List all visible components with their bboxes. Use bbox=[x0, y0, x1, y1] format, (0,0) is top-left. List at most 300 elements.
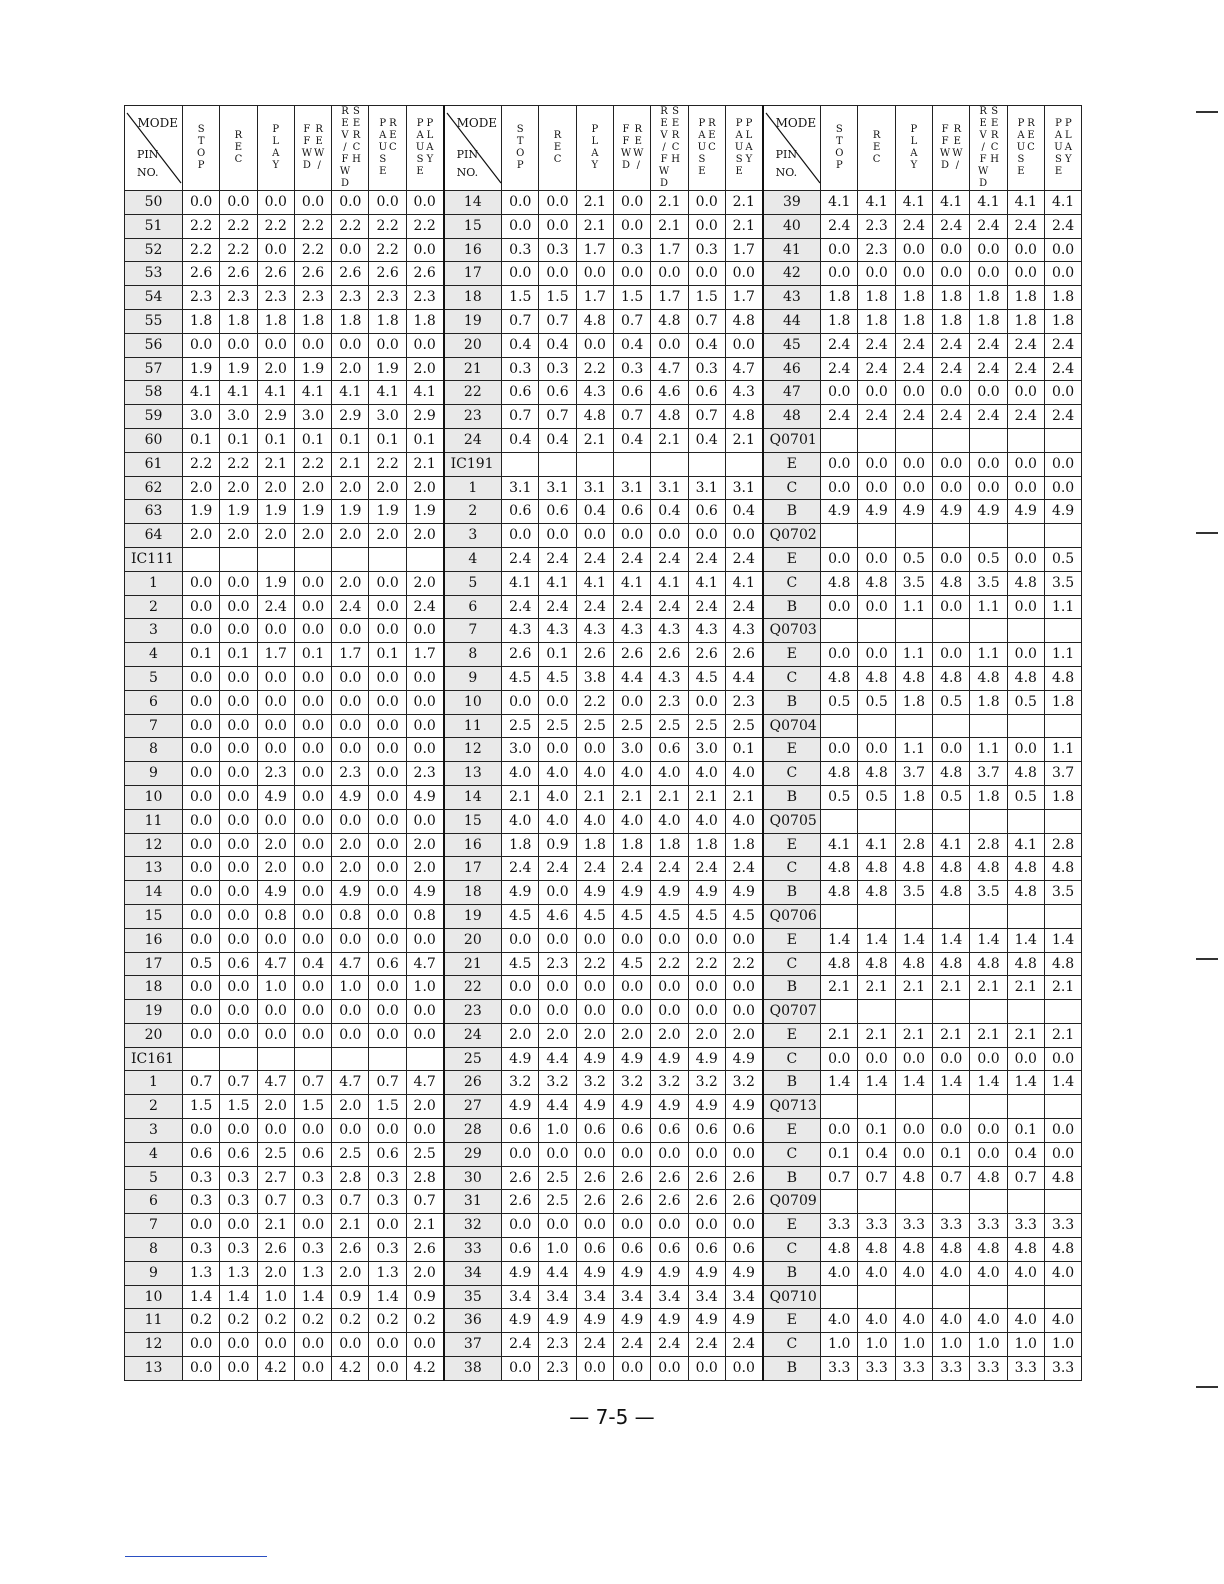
voltage-value: 4.0 bbox=[502, 762, 539, 786]
voltage-value: 0.0 bbox=[858, 1047, 895, 1071]
voltage-value: 2.1 bbox=[858, 1023, 895, 1047]
pin-number: E bbox=[763, 1309, 821, 1333]
voltage-value: 0.0 bbox=[369, 785, 406, 809]
pin-number: C bbox=[763, 1142, 821, 1166]
pin-number: 9 bbox=[444, 666, 502, 690]
voltage-value: 0.0 bbox=[220, 619, 257, 643]
voltage-value: 0.0 bbox=[576, 1214, 613, 1238]
pin-number: 4 bbox=[125, 1142, 183, 1166]
voltage-value bbox=[821, 1000, 858, 1024]
voltage-value: 0.0 bbox=[257, 1023, 294, 1047]
voltage-value: 2.5 bbox=[257, 1142, 294, 1166]
voltage-value: 1.0 bbox=[332, 976, 369, 1000]
voltage-value: 2.2 bbox=[369, 214, 406, 238]
voltage-value: 0.1 bbox=[933, 1142, 970, 1166]
voltage-value: 2.6 bbox=[651, 643, 688, 667]
voltage-value: 4.1 bbox=[220, 381, 257, 405]
voltage-value: 0.0 bbox=[539, 262, 576, 286]
voltage-value: 4.9 bbox=[688, 1047, 725, 1071]
voltage-value: 0.0 bbox=[858, 381, 895, 405]
voltage-value: 0.6 bbox=[539, 381, 576, 405]
voltage-value: 2.0 bbox=[369, 524, 406, 548]
voltage-value: 0.0 bbox=[406, 191, 443, 215]
voltage-value: 1.9 bbox=[183, 500, 220, 524]
voltage-value: 0.0 bbox=[294, 762, 331, 786]
voltage-value: 0.7 bbox=[933, 1166, 970, 1190]
pin-number: 9 bbox=[125, 1261, 183, 1285]
voltage-value bbox=[1044, 1095, 1081, 1119]
voltage-value: 2.4 bbox=[688, 595, 725, 619]
voltage-value: 0.0 bbox=[183, 690, 220, 714]
mode-column-header bbox=[651, 106, 688, 191]
voltage-value: 0.0 bbox=[257, 1119, 294, 1143]
voltage-value: 0.0 bbox=[688, 690, 725, 714]
voltage-value: 0.0 bbox=[502, 524, 539, 548]
voltage-value: 0.0 bbox=[688, 214, 725, 238]
voltage-value: 1.8 bbox=[1044, 690, 1081, 714]
pin-number: 14 bbox=[444, 785, 502, 809]
voltage-value: 4.0 bbox=[725, 809, 762, 833]
voltage-value: 4.3 bbox=[613, 619, 650, 643]
voltage-value: 0.0 bbox=[220, 1214, 257, 1238]
voltage-value: 1.8 bbox=[895, 309, 932, 333]
voltage-value: 2.4 bbox=[688, 1333, 725, 1357]
voltage-value: 2.4 bbox=[895, 214, 932, 238]
voltage-value: 2.4 bbox=[576, 595, 613, 619]
voltage-value: 2.0 bbox=[294, 524, 331, 548]
mode-label-text: R E C bbox=[872, 130, 881, 165]
voltage-value: 4.8 bbox=[970, 952, 1007, 976]
pin-number: 28 bbox=[444, 1119, 502, 1143]
voltage-value bbox=[257, 547, 294, 571]
voltage-value: 0.1 bbox=[1007, 1119, 1044, 1143]
voltage-value: 1.8 bbox=[1044, 286, 1081, 310]
voltage-value: 0.0 bbox=[257, 191, 294, 215]
voltage-value: 2.6 bbox=[502, 1190, 539, 1214]
voltage-value: 2.1 bbox=[1007, 1023, 1044, 1047]
voltage-value: 3.5 bbox=[1044, 571, 1081, 595]
voltage-value: 0.0 bbox=[294, 809, 331, 833]
pin-number: 46 bbox=[763, 357, 821, 381]
voltage-value: 0.6 bbox=[369, 1142, 406, 1166]
voltage-value: 2.3 bbox=[257, 762, 294, 786]
voltage-value: 1.8 bbox=[688, 833, 725, 857]
voltage-value: 2.4 bbox=[970, 357, 1007, 381]
table-row bbox=[125, 1261, 1082, 1285]
pin-number: 35 bbox=[444, 1285, 502, 1309]
voltage-value: 3.7 bbox=[970, 762, 1007, 786]
voltage-value: 2.1 bbox=[502, 785, 539, 809]
voltage-value: 1.8 bbox=[1007, 286, 1044, 310]
voltage-value: 4.3 bbox=[576, 381, 613, 405]
voltage-value: 0.0 bbox=[539, 738, 576, 762]
voltage-value: 2.1 bbox=[576, 191, 613, 215]
voltage-value: 2.0 bbox=[613, 1023, 650, 1047]
voltage-value: 2.2 bbox=[369, 238, 406, 262]
pin-number: E bbox=[763, 1119, 821, 1143]
voltage-value: 3.5 bbox=[895, 881, 932, 905]
voltage-value: 0.0 bbox=[332, 238, 369, 262]
pin-number: B bbox=[763, 785, 821, 809]
voltage-value: 1.4 bbox=[183, 1285, 220, 1309]
voltage-value bbox=[257, 1047, 294, 1071]
voltage-value: 0.0 bbox=[369, 714, 406, 738]
voltage-value: 0.0 bbox=[1007, 452, 1044, 476]
pin-number: 55 bbox=[125, 309, 183, 333]
table-row bbox=[125, 571, 1082, 595]
voltage-value bbox=[970, 428, 1007, 452]
voltage-value: 0.0 bbox=[220, 904, 257, 928]
voltage-value: 4.0 bbox=[539, 809, 576, 833]
voltage-value: 4.9 bbox=[895, 500, 932, 524]
voltage-value: 3.1 bbox=[502, 476, 539, 500]
table-row bbox=[125, 595, 1082, 619]
voltage-value: 0.0 bbox=[502, 262, 539, 286]
header-row bbox=[125, 106, 1082, 191]
voltage-value: 0.0 bbox=[406, 809, 443, 833]
voltage-value: 4.8 bbox=[858, 952, 895, 976]
voltage-value: 4.9 bbox=[651, 1047, 688, 1071]
component-label: IC161 bbox=[125, 1047, 183, 1071]
voltage-value: 0.0 bbox=[220, 976, 257, 1000]
voltage-value: 0.1 bbox=[406, 428, 443, 452]
pin-number: 24 bbox=[444, 1023, 502, 1047]
voltage-value: 4.0 bbox=[970, 1309, 1007, 1333]
voltage-value: 4.5 bbox=[502, 904, 539, 928]
pin-number: C bbox=[763, 571, 821, 595]
voltage-value: 1.4 bbox=[821, 928, 858, 952]
voltage-value: 2.6 bbox=[613, 643, 650, 667]
pin-number: C bbox=[763, 762, 821, 786]
voltage-value: 0.6 bbox=[539, 500, 576, 524]
voltage-value: 3.2 bbox=[613, 1071, 650, 1095]
voltage-value: 0.0 bbox=[651, 1214, 688, 1238]
voltage-value bbox=[1007, 714, 1044, 738]
voltage-value: 0.0 bbox=[613, 1214, 650, 1238]
mode-column-header bbox=[332, 106, 369, 191]
voltage-value: 2.0 bbox=[369, 476, 406, 500]
voltage-value: 1.5 bbox=[294, 1095, 331, 1119]
voltage-value: 1.9 bbox=[406, 500, 443, 524]
pin-number: 2 bbox=[125, 1095, 183, 1119]
voltage-value: 1.4 bbox=[858, 928, 895, 952]
pin-number: 2 bbox=[444, 500, 502, 524]
voltage-value bbox=[1007, 619, 1044, 643]
voltage-value bbox=[858, 1095, 895, 1119]
voltage-value: 0.0 bbox=[688, 928, 725, 952]
voltage-value: 2.2 bbox=[183, 238, 220, 262]
voltage-value: 2.2 bbox=[294, 214, 331, 238]
voltage-value: 0.0 bbox=[539, 928, 576, 952]
voltage-value: 0.0 bbox=[406, 619, 443, 643]
voltage-value: 0.0 bbox=[332, 928, 369, 952]
voltage-value: 4.8 bbox=[858, 1238, 895, 1262]
voltage-value: 3.5 bbox=[895, 571, 932, 595]
mode-column-header bbox=[895, 106, 932, 191]
voltage-value: 4.1 bbox=[369, 381, 406, 405]
table-row bbox=[125, 1238, 1082, 1262]
voltage-value: 2.4 bbox=[821, 405, 858, 429]
voltage-value: 0.0 bbox=[651, 976, 688, 1000]
voltage-value: 1.0 bbox=[821, 1333, 858, 1357]
pin-number: 8 bbox=[444, 643, 502, 667]
pin-number: 52 bbox=[125, 238, 183, 262]
voltage-value: 2.2 bbox=[576, 357, 613, 381]
voltage-value bbox=[1007, 1190, 1044, 1214]
pin-number: 26 bbox=[444, 1071, 502, 1095]
voltage-value: 0.3 bbox=[502, 357, 539, 381]
voltage-value: 0.6 bbox=[220, 952, 257, 976]
voltage-value: 2.0 bbox=[257, 833, 294, 857]
voltage-value: 0.6 bbox=[688, 1119, 725, 1143]
voltage-value: 0.0 bbox=[220, 738, 257, 762]
voltage-value: 0.2 bbox=[332, 1309, 369, 1333]
voltage-value: 0.3 bbox=[688, 357, 725, 381]
pin-number: 1 bbox=[444, 476, 502, 500]
voltage-value: 0.0 bbox=[688, 1000, 725, 1024]
voltage-value: 0.0 bbox=[332, 690, 369, 714]
voltage-value: 0.3 bbox=[539, 357, 576, 381]
voltage-value: 0.5 bbox=[821, 785, 858, 809]
voltage-value: 0.6 bbox=[651, 1119, 688, 1143]
voltage-value: 0.6 bbox=[294, 1142, 331, 1166]
mode-column-header bbox=[613, 106, 650, 191]
voltage-value: 1.4 bbox=[895, 1071, 932, 1095]
voltage-value: 0.9 bbox=[332, 1285, 369, 1309]
pin-number: 15 bbox=[444, 809, 502, 833]
voltage-value: 0.0 bbox=[502, 214, 539, 238]
voltage-value: 3.0 bbox=[183, 405, 220, 429]
voltage-value bbox=[821, 904, 858, 928]
pin-number: 6 bbox=[125, 690, 183, 714]
voltage-value: 1.8 bbox=[895, 286, 932, 310]
voltage-value: 4.9 bbox=[613, 1047, 650, 1071]
voltage-table bbox=[124, 105, 1082, 1381]
voltage-value: 2.1 bbox=[858, 976, 895, 1000]
voltage-value: 0.0 bbox=[369, 857, 406, 881]
mode-label-text: R E V / F W D bbox=[977, 106, 989, 189]
voltage-value bbox=[858, 1190, 895, 1214]
pin-number: 31 bbox=[444, 1190, 502, 1214]
voltage-value bbox=[933, 1285, 970, 1309]
voltage-value: 0.0 bbox=[220, 1333, 257, 1357]
pin-number: 11 bbox=[125, 809, 183, 833]
voltage-value: 4.9 bbox=[406, 785, 443, 809]
voltage-value: 0.0 bbox=[332, 619, 369, 643]
voltage-value: 2.6 bbox=[369, 262, 406, 286]
voltage-value: 4.7 bbox=[332, 1071, 369, 1095]
pin-number: C bbox=[763, 952, 821, 976]
voltage-value: 2.0 bbox=[406, 857, 443, 881]
voltage-value: 4.9 bbox=[502, 1047, 539, 1071]
voltage-value: 0.0 bbox=[539, 881, 576, 905]
voltage-value: 0.0 bbox=[895, 476, 932, 500]
voltage-value: 0.0 bbox=[369, 762, 406, 786]
voltage-value bbox=[933, 809, 970, 833]
no-label: NO. bbox=[775, 166, 798, 179]
mode-column-header bbox=[725, 106, 762, 191]
voltage-value: 4.8 bbox=[970, 1238, 1007, 1262]
voltage-value: 2.2 bbox=[406, 214, 443, 238]
voltage-value: 0.0 bbox=[332, 1333, 369, 1357]
voltage-value: 4.3 bbox=[688, 619, 725, 643]
voltage-value: 2.6 bbox=[688, 643, 725, 667]
voltage-value: 0.0 bbox=[294, 690, 331, 714]
voltage-value bbox=[858, 904, 895, 928]
voltage-value: 1.1 bbox=[895, 643, 932, 667]
voltage-value: 0.0 bbox=[220, 833, 257, 857]
voltage-value: 0.0 bbox=[613, 928, 650, 952]
mode-label-text: P L A Y bbox=[910, 124, 918, 171]
voltage-value: 4.1 bbox=[257, 381, 294, 405]
pin-number: 19 bbox=[125, 1000, 183, 1024]
voltage-value: 0.0 bbox=[821, 738, 858, 762]
voltage-value: 0.0 bbox=[369, 333, 406, 357]
mode-label-text: P A U S E bbox=[1016, 118, 1026, 177]
table-row bbox=[125, 785, 1082, 809]
mode-column-header bbox=[183, 106, 220, 191]
pin-number: 14 bbox=[125, 881, 183, 905]
voltage-value bbox=[933, 524, 970, 548]
voltage-value: 3.0 bbox=[688, 738, 725, 762]
voltage-value: 2.2 bbox=[294, 238, 331, 262]
voltage-value: 2.5 bbox=[539, 714, 576, 738]
table-row bbox=[125, 286, 1082, 310]
voltage-value: 2.3 bbox=[406, 762, 443, 786]
mode-label-text: P A U S E bbox=[734, 118, 744, 177]
voltage-value: 4.9 bbox=[725, 1047, 762, 1071]
pin-number: 21 bbox=[444, 952, 502, 976]
pin-number: 1 bbox=[125, 571, 183, 595]
voltage-value: 0.4 bbox=[725, 500, 762, 524]
pin-number: 2 bbox=[125, 595, 183, 619]
voltage-value: 0.9 bbox=[539, 833, 576, 857]
voltage-value: 4.5 bbox=[651, 904, 688, 928]
voltage-value: 0.4 bbox=[688, 428, 725, 452]
voltage-value: 0.7 bbox=[183, 1071, 220, 1095]
pin-number: E bbox=[763, 928, 821, 952]
voltage-value bbox=[970, 524, 1007, 548]
voltage-value bbox=[1044, 524, 1081, 548]
pin-number: 21 bbox=[444, 357, 502, 381]
mode-label-text: F F W D bbox=[939, 124, 951, 171]
voltage-value: 4.8 bbox=[1044, 952, 1081, 976]
mode-pin-corner bbox=[125, 106, 183, 191]
voltage-value: 4.3 bbox=[576, 619, 613, 643]
voltage-value: 4.0 bbox=[858, 1309, 895, 1333]
voltage-value: 2.0 bbox=[406, 1095, 443, 1119]
voltage-value: 0.0 bbox=[576, 333, 613, 357]
voltage-value: 0.0 bbox=[406, 714, 443, 738]
pin-number: 15 bbox=[125, 904, 183, 928]
voltage-value: 2.2 bbox=[651, 952, 688, 976]
voltage-value: 4.8 bbox=[1044, 666, 1081, 690]
voltage-value: 0.0 bbox=[613, 1142, 650, 1166]
voltage-value: 2.3 bbox=[406, 286, 443, 310]
voltage-value: 4.3 bbox=[725, 619, 762, 643]
voltage-value: 1.8 bbox=[895, 785, 932, 809]
voltage-value: 0.0 bbox=[970, 476, 1007, 500]
voltage-value: 2.2 bbox=[294, 452, 331, 476]
voltage-value: 3.0 bbox=[220, 405, 257, 429]
voltage-value: 3.0 bbox=[502, 738, 539, 762]
voltage-value: 2.4 bbox=[821, 333, 858, 357]
voltage-value: 2.4 bbox=[933, 214, 970, 238]
pin-number: 10 bbox=[125, 1285, 183, 1309]
voltage-value: 2.4 bbox=[613, 1333, 650, 1357]
voltage-value: 4.1 bbox=[502, 571, 539, 595]
pin-number: 33 bbox=[444, 1238, 502, 1262]
pin-number: 47 bbox=[763, 381, 821, 405]
voltage-value: 4.8 bbox=[821, 952, 858, 976]
voltage-value: 0.0 bbox=[332, 333, 369, 357]
voltage-value: 2.9 bbox=[332, 405, 369, 429]
voltage-value: 0.0 bbox=[725, 333, 762, 357]
mode-label-text: R E C bbox=[1027, 118, 1035, 153]
voltage-value: 0.0 bbox=[369, 191, 406, 215]
voltage-value: 0.7 bbox=[332, 1190, 369, 1214]
mode-label-text: S E R C H bbox=[990, 106, 999, 165]
voltage-value: 0.0 bbox=[220, 595, 257, 619]
voltage-value: 4.5 bbox=[539, 666, 576, 690]
voltage-value: 0.0 bbox=[183, 976, 220, 1000]
voltage-value: 2.1 bbox=[651, 428, 688, 452]
pin-number: 27 bbox=[444, 1095, 502, 1119]
voltage-value: 1.8 bbox=[369, 309, 406, 333]
voltage-value: 0.0 bbox=[183, 191, 220, 215]
voltage-value: 4.8 bbox=[858, 666, 895, 690]
voltage-value: 0.0 bbox=[369, 928, 406, 952]
voltage-value: 2.6 bbox=[725, 1190, 762, 1214]
voltage-value: 2.6 bbox=[257, 262, 294, 286]
voltage-value: 0.4 bbox=[539, 333, 576, 357]
voltage-value: 0.0 bbox=[220, 690, 257, 714]
voltage-value: 0.3 bbox=[369, 1166, 406, 1190]
margin-mark bbox=[1196, 532, 1218, 534]
voltage-value: 1.9 bbox=[220, 357, 257, 381]
voltage-value: 0.7 bbox=[688, 405, 725, 429]
voltage-value: 0.0 bbox=[613, 1357, 650, 1381]
voltage-value: 2.1 bbox=[406, 452, 443, 476]
pin-number: 18 bbox=[444, 286, 502, 310]
voltage-value: 1.3 bbox=[220, 1261, 257, 1285]
pin-number: 20 bbox=[444, 928, 502, 952]
voltage-value: 0.0 bbox=[576, 976, 613, 1000]
voltage-value: 0.8 bbox=[257, 904, 294, 928]
voltage-value: 2.4 bbox=[576, 857, 613, 881]
voltage-value: 2.1 bbox=[651, 191, 688, 215]
voltage-value: 0.0 bbox=[539, 1000, 576, 1024]
voltage-value: 2.1 bbox=[257, 452, 294, 476]
voltage-value: 0.6 bbox=[613, 1238, 650, 1262]
voltage-value: 0.4 bbox=[502, 428, 539, 452]
voltage-value bbox=[933, 714, 970, 738]
voltage-value: 0.0 bbox=[1044, 452, 1081, 476]
voltage-value bbox=[858, 428, 895, 452]
voltage-value: 0.0 bbox=[332, 738, 369, 762]
voltage-value: 0.0 bbox=[502, 690, 539, 714]
voltage-value: 2.8 bbox=[1044, 833, 1081, 857]
voltage-value: 4.8 bbox=[1044, 1166, 1081, 1190]
voltage-value bbox=[970, 904, 1007, 928]
voltage-value: 0.0 bbox=[220, 881, 257, 905]
voltage-value: 4.3 bbox=[539, 619, 576, 643]
voltage-value: 3.2 bbox=[725, 1071, 762, 1095]
voltage-value: 1.8 bbox=[858, 309, 895, 333]
voltage-value: 0.6 bbox=[183, 1142, 220, 1166]
voltage-value: 0.0 bbox=[576, 738, 613, 762]
pin-number: 12 bbox=[125, 1333, 183, 1357]
